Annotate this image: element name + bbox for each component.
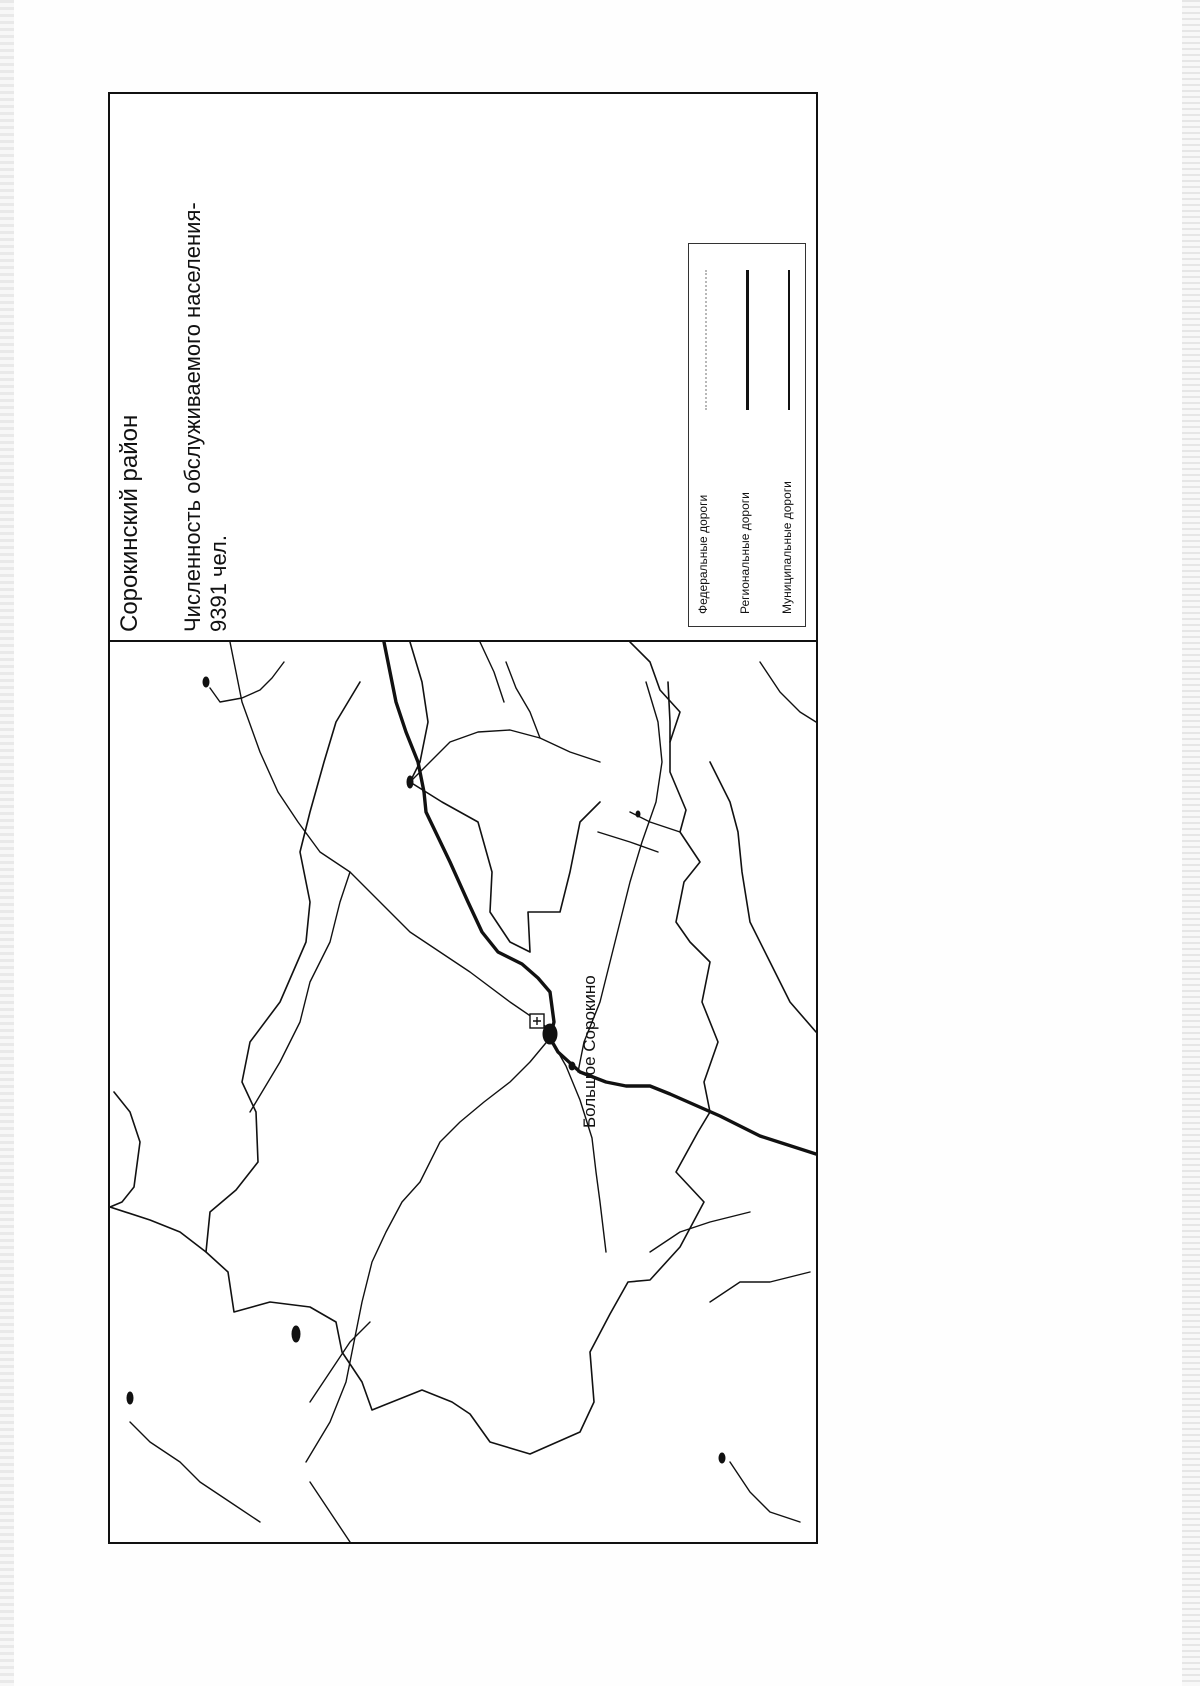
- boundary-south-arc: [206, 682, 360, 1252]
- municipal-road-14: [130, 1422, 260, 1522]
- legend-swatch-regional: [746, 270, 749, 410]
- legend-swatch-municipal: [788, 270, 790, 410]
- boundary-north-loop: [410, 642, 600, 952]
- municipal-road-7: [210, 662, 284, 702]
- legend-label-municipal: Муниципальные дороги: [780, 481, 794, 614]
- legend-label-regional: Региональные дороги: [738, 492, 752, 614]
- municipal-road-6: [250, 872, 350, 1112]
- municipal-road-16: [730, 1462, 800, 1522]
- boundary-east: [630, 642, 680, 742]
- district-boundary: [110, 682, 718, 1454]
- municipal-road-13: [710, 1272, 810, 1302]
- municipal-road-18: [480, 642, 504, 702]
- municipal-road-15: [310, 1482, 350, 1542]
- settlement-marker: [203, 677, 209, 687]
- municipal-road-8: [506, 662, 540, 738]
- municipal-road-10: [598, 832, 658, 852]
- municipal-road-3: [230, 642, 548, 1028]
- settlement-marker: [543, 1024, 557, 1044]
- road-map: [110, 642, 816, 1542]
- district-title: Сорокинский район: [116, 414, 143, 632]
- municipal-road-12: [650, 1212, 750, 1252]
- boundary-inner-west: [110, 1092, 140, 1207]
- settlement-marker: [569, 1062, 575, 1070]
- municipal-road-2: [306, 1038, 550, 1462]
- regional-road-north: [384, 642, 554, 1038]
- municipal-road-4: [410, 730, 600, 782]
- boundary-east-2: [710, 762, 816, 1032]
- settlement-marker: [719, 1453, 725, 1463]
- legend-swatch-federal: [705, 270, 707, 410]
- settlement-marker: [127, 1392, 133, 1404]
- settlement-marker: [636, 811, 640, 817]
- legend-label-federal: Федеральные дороги: [696, 494, 710, 614]
- scan-edge-left: [0, 0, 14, 1686]
- municipal-road-17: [760, 662, 816, 722]
- population-label: Численность обслуживаемого населения-: [180, 202, 205, 632]
- population-value: 9391 чел.: [206, 535, 231, 632]
- settlement-marker: [407, 776, 413, 788]
- place-label-bolshoe-sorokino: Большое Сорокино: [580, 975, 599, 1128]
- settlement-marker: [292, 1326, 300, 1342]
- municipal-road-11: [310, 1322, 370, 1402]
- scan-edge-right: [1182, 0, 1200, 1686]
